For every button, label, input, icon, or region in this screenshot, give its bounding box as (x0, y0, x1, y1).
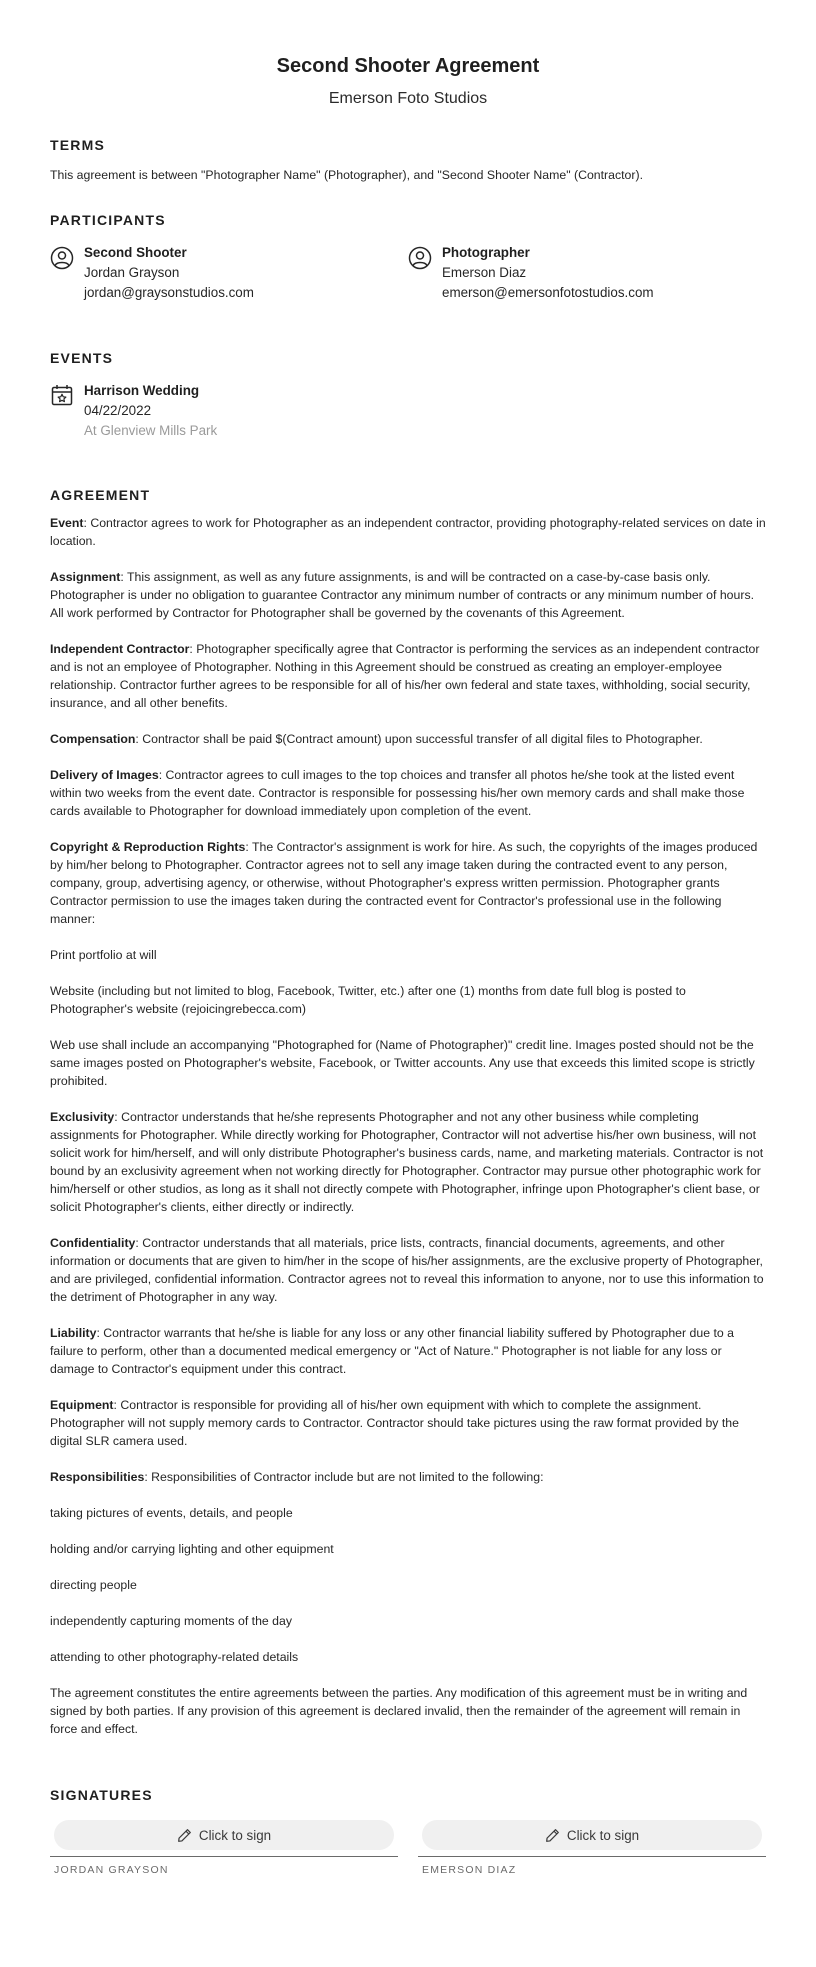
signatures-section (50, 1786, 766, 1876)
event-name: Harrison Wedding (84, 383, 200, 398)
participants-section (50, 211, 766, 303)
clause-compensation (50, 730, 766, 748)
clause-independent-contractor (50, 640, 766, 712)
signer-name: EMERSON DIAZ (422, 1864, 517, 1876)
signature-line (418, 1856, 766, 1857)
clause-title: Exclusivity (50, 1110, 115, 1124)
clause-exclusivity (50, 1108, 766, 1216)
clause-title: Independent Contractor (50, 642, 190, 656)
clause-title: Equipment (50, 1398, 114, 1412)
clause-equipment (50, 1396, 766, 1450)
participant-name: Emerson Diaz (442, 265, 527, 280)
click-to-sign-button[interactable] (422, 1820, 762, 1850)
events-heading: EVENTS (50, 350, 114, 366)
studio-name: Emerson Foto Studios (328, 90, 488, 107)
clause-text: holding and/or carrying lighting and other equipment (50, 1542, 334, 1556)
clause-event (50, 514, 766, 550)
clause-text: : Contractor agrees to cull images to the top choices and transfer all photos he/she took at the listed event within two weeks from the event date. Contractor is responsible for possessing his/her own memory cards and shall make those cards available to Photographer for download immediately upon completion of the event. (50, 768, 745, 818)
responsibility-item (50, 1648, 766, 1666)
clause-text: independently capturing moments of the day (50, 1614, 292, 1628)
events-section (50, 349, 766, 441)
clause-text: The agreement constitutes the entire agreements between the parties. Any modification of this agreement must be in writing and signed by both parties. If any provision of this agreement is declared invalid, then the remainder of the agreement will remain in force and effect. (50, 1686, 748, 1736)
clause-title: Event (50, 516, 84, 530)
clause-assignment (50, 568, 766, 622)
participants-heading: PARTICIPANTS (50, 212, 166, 228)
responsibility-item (50, 1504, 766, 1522)
click-to-sign-button[interactable] (54, 1820, 394, 1850)
signature-block-jordan-grayson (50, 1820, 398, 1876)
clause-responsibilities (50, 1468, 766, 1486)
clause-title: Copyright & Reproduction Rights (50, 840, 246, 854)
responsibility-item (50, 1612, 766, 1630)
terms-heading: TERMS (50, 137, 105, 153)
user-circle-icon (50, 246, 74, 270)
clause-text: Print portfolio at will (50, 948, 157, 962)
pencil-icon (177, 1828, 192, 1843)
clause-text: : Contractor agrees to work for Photographer as an independent contractor, providing photography-related services on date in location. (50, 516, 766, 548)
clause-delivery-of-images (50, 766, 766, 820)
event-location: At Glenview Mills Park (84, 423, 218, 438)
participant-email: jordan@graysonstudios.com (84, 285, 254, 300)
clause-text: : Contractor is responsible for providing all of his/her own equipment with which to complete the assignment. Photographer will not supply memory cards to Contractor. Contractor should take pictures using the raw format provided by the digital SLR camera used. (50, 1398, 739, 1448)
responsibility-item (50, 1576, 766, 1594)
clause-title: Responsibilities (50, 1470, 145, 1484)
participant-role: Second Shooter (84, 245, 187, 260)
sign-button-label: Click to sign (566, 1827, 640, 1843)
clause-title: Compensation (50, 732, 136, 746)
clause-text: Web use shall include an accompanying "Photographed for (Name of Photographer)" credit line. Images posted should not be the same images posted on Photographer's website, Facebook, or Twitter accounts. Any use that exceeds this limited scope is strictly prohibited. (50, 1038, 755, 1088)
agreement-heading: AGREEMENT (50, 487, 151, 503)
signature-block-emerson-diaz (418, 1820, 766, 1876)
document-header (0, 0, 816, 110)
clause-print-portfolio (50, 946, 766, 964)
terms-section (50, 136, 766, 184)
document-title: Second Shooter Agreement (276, 55, 540, 77)
sign-button-label: Click to sign (198, 1827, 272, 1843)
clause-text: : Responsibilities of Contractor include but are not limited to the following: (144, 1470, 544, 1484)
participant-photographer (408, 243, 766, 303)
clause-text: : Contractor understands that all materials, price lists, contracts, financial documents, agreements, and other information or documents that are given to him/her in the scope of his/her assignments, are the exclusive property of Photographer, and are privileged, confidential information. Contractor agrees not to reveal this information to anyone, nor to use this information to the detriment of Photographer in any way. (50, 1236, 764, 1304)
clause-text: : The Contractor's assignment is work for hire. As such, the copyrights of the images produced by him/her belong to Photographer. Contractor agrees not to sell any image taken during the contracted event to any person, company, group, advertising agency, or otherwise, without Photographer's express written permission. Photographer grants Contractor permission to use the images taken during the contracted event for Contractor's professional use in the following manner: (50, 840, 758, 926)
clause-text: directing people (50, 1578, 137, 1592)
clause-text: : Photographer specifically agree that Contractor is performing the services as an independent contractor and is not an employee of Photographer. Nothing in this Agreement should be construed as creating an employer-employee relationship. Contractor further agrees to be responsible for all of his/her own federal and state taxes, withholding, social security, insurance, and all other benefits. (50, 642, 760, 710)
user-circle-icon (408, 246, 432, 270)
event-item (50, 381, 766, 441)
participant-email: emerson@emersonfotostudios.com (442, 285, 654, 300)
clause-liability (50, 1324, 766, 1378)
participant-name: Jordan Grayson (84, 265, 180, 280)
clause-entire-agreement (50, 1684, 766, 1738)
pencil-icon (545, 1828, 560, 1843)
clause-title: Assignment (50, 570, 121, 584)
clause-text: attending to other photography-related details (50, 1650, 299, 1664)
participant-role: Photographer (442, 245, 530, 260)
agreement-body (50, 514, 766, 1738)
clause-text: : This assignment, as well as any future assignments, is and will be contracted on a case-by-case basis only. Photographer is under no obligation to guarantee Contractor any minimum number of contracts or any minimum number of hours. All work performed by Contractor for Photographer shall be governed by the covenants of this Agreement. (50, 570, 755, 620)
signer-name: JORDAN GRAYSON (54, 1864, 169, 1876)
participant-second-shooter (50, 243, 408, 303)
responsibility-item (50, 1540, 766, 1558)
clause-text: : Contractor shall be paid $(Contract amount) upon successful transfer of all digital files to Photographer. (135, 732, 703, 746)
clause-title: Confidentiality (50, 1236, 136, 1250)
terms-text: This agreement is between "Photographer Name" (Photographer), and "Second Shooter Name" (Contractor). (50, 168, 643, 182)
clause-text: taking pictures of events, details, and people (50, 1506, 293, 1520)
signatures-heading: SIGNATURES (50, 1787, 153, 1803)
signature-line (50, 1856, 398, 1857)
clause-website-use (50, 982, 766, 1018)
clause-title: Delivery of Images (50, 768, 159, 782)
clause-confidentiality (50, 1234, 766, 1306)
clause-text: : Contractor warrants that he/she is liable for any loss or any other financial liability suffered by Photographer due to a failure to perform, other than a documented medical emergency or "Act of Nature." Photographer is not liable for any loss or damage to Contractor's equipment under this contract. (50, 1326, 734, 1376)
clause-text: Website (including but not limited to blog, Facebook, Twitter, etc.) after one (1) months from date full blog is posted to Photographer's website (rejoicingrebecca.com) (50, 984, 686, 1016)
clause-title: Liability (50, 1326, 97, 1340)
clause-text: : Contractor understands that he/she represents Photographer and not any other business while completing assignments for Photographer. While directly working for Photographer, Contractor will not advertise his/her own business, will not solicit work for him/herself, and will only distribute Photographer's business cards, name, and marketing materials. Contractor is not bound by an exclusivity agreement when not working directly for Photographer. Contractor may pursue other photographic work for him/herself or other studios, as long as it shall not directly compete with Photographer, infringe upon Photographer's client base, or solicit Photographer's clients, either directly or indirectly. (50, 1110, 764, 1214)
event-date: 04/22/2022 (84, 403, 152, 418)
calendar-star-icon (50, 383, 74, 407)
clause-web-credit (50, 1036, 766, 1090)
clause-copyright (50, 838, 766, 928)
agreement-section (50, 486, 766, 1756)
